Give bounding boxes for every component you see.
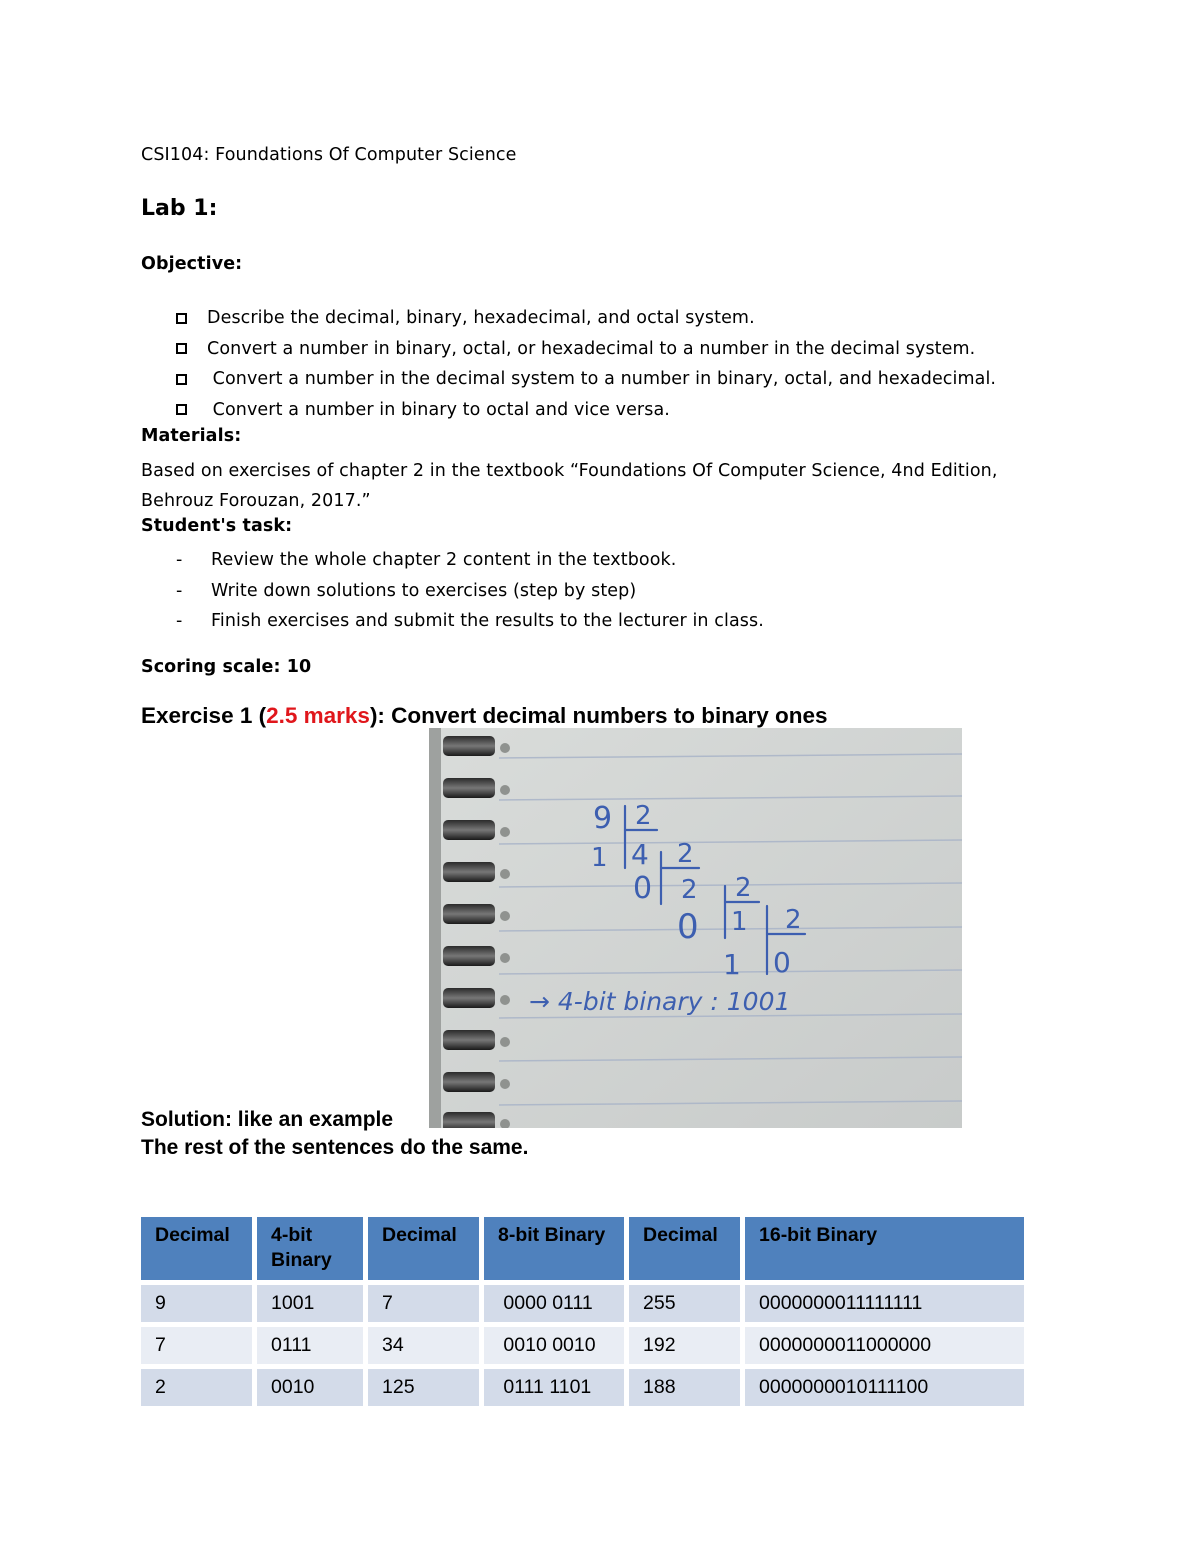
exercise-marks: 2.5 marks	[266, 703, 370, 728]
notebook-photo	[429, 728, 962, 1128]
table-cell: 255	[629, 1285, 740, 1322]
table-cell: 0000000011000000	[745, 1327, 1024, 1364]
table-cell: 9	[141, 1285, 252, 1322]
objective-item: Convert a number in the decimal system to a number in binary, octal, and hexadecimal.	[176, 364, 996, 395]
hw-digit: 0	[773, 946, 791, 979]
hw-digit: 2	[681, 875, 698, 905]
table-cell: 34	[368, 1327, 479, 1364]
hw-digit: 9	[593, 801, 613, 836]
hw-digit: 2	[677, 839, 694, 869]
materials-label: Materials:	[141, 426, 242, 446]
hw-digit: 1	[723, 948, 741, 981]
checkbox-icon	[176, 404, 187, 415]
hw-digit: 2	[785, 905, 802, 935]
table-cell: 7	[141, 1327, 252, 1364]
table-cell: 2	[141, 1369, 252, 1406]
table-cell: 192	[629, 1327, 740, 1364]
table-cell: 0000000011111111	[745, 1285, 1024, 1322]
hw-digit: 1	[731, 907, 748, 937]
table-cell: 188	[629, 1369, 740, 1406]
table-cell: 0111 1101	[484, 1369, 624, 1406]
column-header: Decimal	[141, 1217, 252, 1280]
table-cell: 0000000010111100	[745, 1369, 1024, 1406]
hw-digit: 1	[591, 843, 608, 873]
table-cell: 1001	[257, 1285, 363, 1322]
task-label: Student's task:	[141, 516, 293, 536]
column-header: 4-bit Binary	[257, 1217, 363, 1280]
hw-digit: 0	[633, 871, 653, 906]
table-row	[141, 1369, 1024, 1406]
course-title: CSI104: Foundations Of Computer Science	[141, 145, 517, 165]
task-item: - Finish exercises and submit the results to the lecturer in class.	[176, 611, 764, 632]
checkbox-icon	[176, 374, 187, 385]
solution-line-2: The rest of the sentences do the same.	[141, 1136, 529, 1159]
task-item: - Write down solutions to exercises (step by step)	[176, 580, 637, 601]
table-row	[141, 1285, 1024, 1322]
column-header: Decimal	[368, 1217, 479, 1280]
table-cell: 0010 0010	[484, 1327, 624, 1364]
column-header: Decimal	[629, 1217, 740, 1280]
column-header: 16-bit Binary	[745, 1217, 1024, 1280]
exercise-title: Exercise 1 (2.5 marks): Convert decimal numbers to binary ones	[141, 703, 828, 728]
objectives-list	[176, 303, 996, 425]
objective-label: Objective:	[141, 254, 243, 274]
hw-digit: 4	[631, 838, 649, 871]
column-header: 8-bit Binary	[484, 1217, 624, 1280]
task-item: - Review the whole chapter 2 content in the textbook.	[176, 550, 677, 571]
table-row	[141, 1327, 1024, 1364]
table-cell: 0111	[257, 1327, 363, 1364]
hw-digit: 0	[677, 907, 699, 947]
conversion-table	[136, 1212, 1029, 1411]
table-cell: 7	[368, 1285, 479, 1322]
checkbox-icon	[176, 343, 187, 354]
lab-title: Lab 1:	[141, 196, 218, 221]
handwritten-example-image	[429, 728, 962, 1128]
solution-line-1: Solution: like an example	[141, 1108, 394, 1131]
table-header-row	[141, 1217, 1024, 1280]
materials-text: Based on exercises of chapter 2 in the textbook “Foundations Of Computer Science, 4nd Edition, Behrouz Forouzan, 2017.”	[141, 461, 998, 511]
tasks-list	[176, 545, 764, 637]
scoring-scale: Scoring scale: 10	[141, 657, 312, 677]
checkbox-icon	[176, 313, 187, 324]
table-cell: 0010	[257, 1369, 363, 1406]
table-cell: 0000 0111	[484, 1285, 624, 1322]
objective-item: Convert a number in binary, octal, or hexadecimal to a number in the decimal system.	[176, 334, 996, 365]
hw-result: → 4-bit binary : 1001	[529, 987, 791, 1016]
objective-item: Convert a number in binary to octal and vice versa.	[176, 395, 996, 426]
table-cell: 125	[368, 1369, 479, 1406]
objective-item: Describe the decimal, binary, hexadecimal, and octal system.	[176, 303, 996, 334]
hw-digit: 2	[735, 873, 752, 903]
hw-digit: 2	[635, 801, 652, 831]
